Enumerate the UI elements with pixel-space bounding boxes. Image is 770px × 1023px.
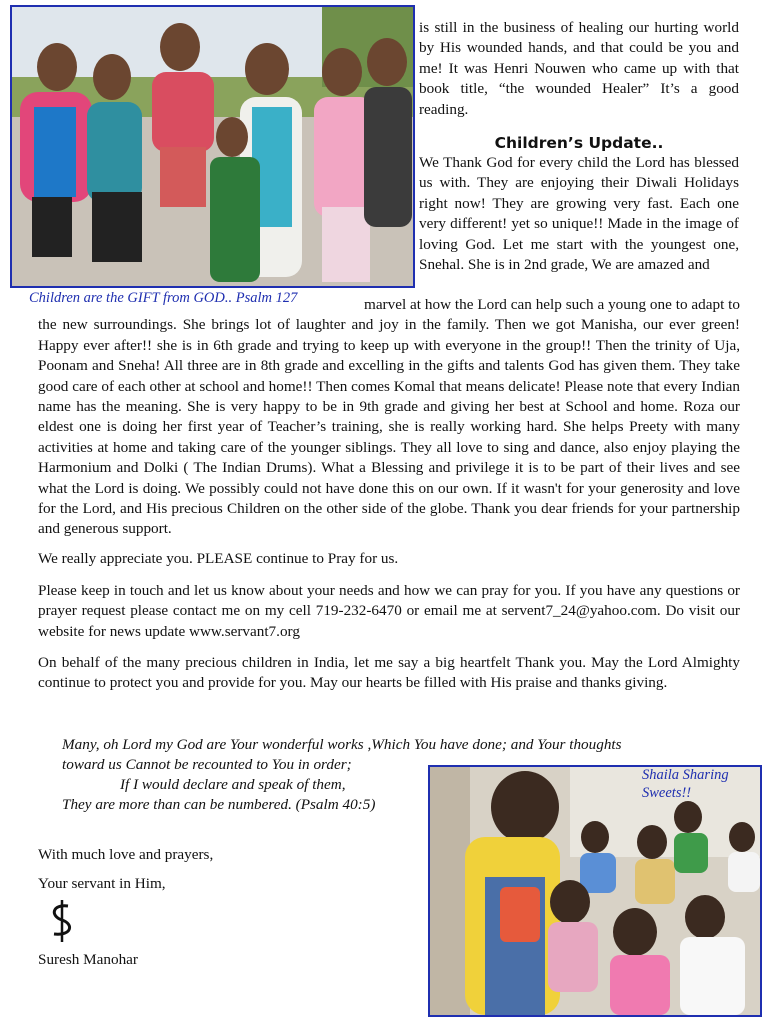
intro-paragraph: is still in the business of healing our hurting world by His wounded hands, and that could be you and me! It was Henri Nouwen who came up with that book title, “the wounded Healer” It’s a good reading. (419, 19, 739, 118)
photo2-caption-line-2: Sweets!! (642, 785, 692, 801)
thank-you-paragraph: On behalf of the many precious children in India, let me say a big heartfelt Thank you. May the Lord Almighty continue to protect you and provide for you. May our hearts be filled with His praise and thanks giving. (38, 654, 740, 692)
photo1-caption: Children are the GIFT from GOD.. Psalm 127 (29, 290, 298, 306)
closing-servant-line: Your servant in Him, (38, 875, 166, 892)
verse-line-2: toward us Cannot be recounted to You in order; (62, 756, 352, 773)
children-update-continued: marvel at how the Lord can help such a young one to adapt to the new surroundings. She brings lot of laughter and joy in the family. Then we got Manisha, our ever green! Happy ever after!! she is in 6th grade and trying to keep up with everyone in the group!! Then the trinity of Uja, Poonam and Sneha! All three are in 8th grade and excelling in the gifts and talents God has given them. They take good care of each other at school and home!! Then comes Komal that means delicate! Please note that every Indian name has the meaning. She is very happy to be in 9th grade and giving her best at School and home. Roza our eldest one is doing her first year of Teacher’s training, she is really working hard. She helps Preety with many activities at home and taking care of the younger siblings. They all love to sing and dance, also enjoy playing the Harmonium and Dolki ( The Indian Drums). What a Blessing and privilege it is to be part of their lives and see what the Lord is doing. We possibly could not have done this on our own. If it wasn't for your generosity and love for the Lord, and His precious Children on the other side of the globe. Thank you dear friends for your partnership and generous support. (38, 296, 740, 538)
childrens-update-heading: Children’s Update.. (494, 134, 664, 152)
closing-love-line: With much love and prayers, (38, 846, 214, 863)
girls-group-photo (10, 5, 415, 288)
photo2-caption (642, 766, 760, 802)
contact-paragraph: Please keep in touch and let us know about your needs and how we can pray for you. If you have any questions or prayer request please contact me on my cell 719-232-6470 or email me at servent7_24@yahoo.com. Do visit our website for news update www.servant7.org (38, 582, 740, 640)
signature-icon (42, 898, 82, 944)
signature-name: Suresh Manohar (38, 951, 138, 968)
sharing-sweets-photo (428, 765, 762, 1017)
verse-line-1: Many, oh Lord my God are Your wonderful works ,Which You have done; and Your thoughts (62, 736, 622, 753)
verse-line-4: They are more than can be numbered. (Psalm 40:5) (62, 796, 376, 813)
verse-line-3: If I would declare and speak of them, (120, 776, 346, 793)
appreciation-line: We really appreciate you. PLEASE continue to Pray for us. (38, 550, 399, 567)
children-update-paragraph: We Thank God for every child the Lord has blessed us with. They are enjoying their Diwali Holidays right now! They are growing very fast. Each one very different! yet so unique!! Made in the image of loving God. Let me start with the youngest one, Snehal. She is in 2nd grade, We are amazed and (419, 154, 739, 274)
photo2-caption-line-1: Shaila Sharing (642, 767, 729, 783)
